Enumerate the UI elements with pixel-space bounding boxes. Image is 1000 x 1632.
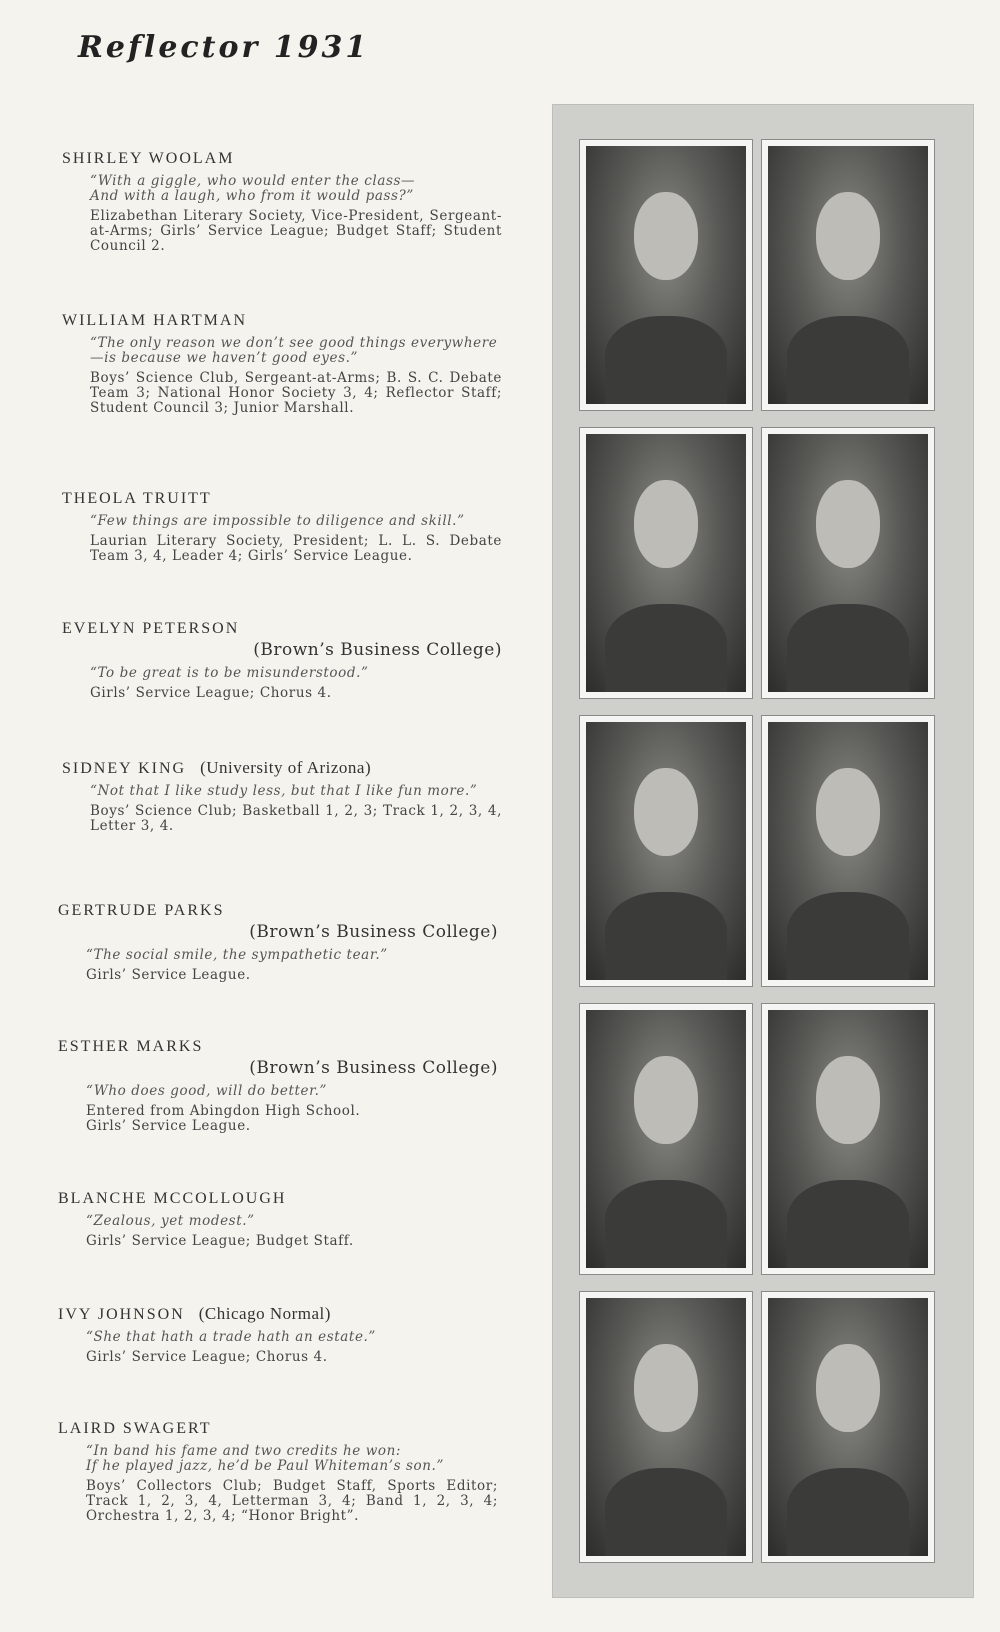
student-quote: “Few things are impossible to diligence and skill.” <box>90 513 465 529</box>
page-title: Reflector 1931 <box>78 30 370 65</box>
portrait-panel <box>552 104 974 1598</box>
portrait-image <box>586 1010 746 1268</box>
senior-entry <box>58 1304 498 1365</box>
student-college: (Brown’s Business College) <box>249 922 498 942</box>
senior-entry <box>58 1038 498 1134</box>
student-quote: “In band his fame and two credits he won: If he played jazz, he’d be Paul Whiteman’s son.” <box>86 1443 444 1474</box>
student-college: (University of Arizona) <box>200 758 372 777</box>
portrait-image <box>586 146 746 404</box>
portrait-photo <box>761 715 935 987</box>
portrait-photo <box>579 1291 753 1563</box>
student-name: IVY JOHNSON <box>58 1306 185 1323</box>
portrait-image <box>768 1298 928 1556</box>
student-college: (Brown’s Business College) <box>249 1058 498 1078</box>
student-quote: “To be great is to be misunderstood.” <box>90 665 369 681</box>
portrait-photo <box>579 715 753 987</box>
student-name-row <box>58 1304 498 1324</box>
portrait-photo <box>761 1003 935 1275</box>
student-activities: Girls’ Service League; Chorus 4. <box>90 685 332 701</box>
portrait-photo <box>579 139 753 411</box>
student-name: SIDNEY KING <box>62 760 187 777</box>
senior-entry <box>62 758 502 834</box>
portrait-image <box>586 434 746 692</box>
student-quote: “She that hath a trade hath an estate.” <box>86 1329 376 1345</box>
student-activities: Girls’ Service League; Budget Staff. <box>86 1233 354 1249</box>
student-name-row <box>62 758 502 778</box>
portrait-photo <box>761 427 935 699</box>
student-quote: “The only reason we don’t see good things everywhere—is because we haven’t good eyes.” <box>90 335 498 366</box>
portrait-photo <box>761 1291 935 1563</box>
student-quote: “Who does good, will do better.” <box>86 1083 328 1099</box>
portrait-photo <box>761 139 935 411</box>
student-quote: “The social smile, the sympathetic tear.” <box>86 947 388 963</box>
student-activities: Boys’ Science Club, Sergeant-at-Arms; B. S. C. Debate Team 3; National Honor Society 3, 4; Reflector Staff; Student Council 3; Junior Marshall. <box>90 370 502 416</box>
senior-entry <box>62 312 502 416</box>
student-name: THEOLA TRUITT <box>62 490 212 507</box>
student-activities: Elizabethan Literary Society, Vice-President, Sergeant-at-Arms; Girls’ Service League; Budget Staff; Student Council 2. <box>90 208 502 254</box>
student-name: EVELYN PETERSON <box>62 620 240 637</box>
portrait-image <box>768 146 928 404</box>
senior-entry <box>62 150 502 254</box>
portrait-image <box>768 1010 928 1268</box>
student-name: SHIRLEY WOOLAM <box>62 150 235 167</box>
student-name: LAIRD SWAGERT <box>58 1420 212 1437</box>
student-quote: “Zealous, yet modest.” <box>86 1213 255 1229</box>
senior-entry <box>58 1420 498 1524</box>
student-activities: Entered from Abingdon High School. Girls’ Service League. <box>86 1103 361 1134</box>
student-activities: Girls’ Service League; Chorus 4. <box>86 1349 328 1365</box>
student-name: GERTRUDE PARKS <box>58 902 225 919</box>
student-activities: Boys’ Collectors Club; Budget Staff, Sports Editor; Track 1, 2, 3, 4, Letterman 3, 4; Band 1, 2, 3, 4; Orchestra 1, 2, 3, 4; “Honor Bright”. <box>86 1478 498 1524</box>
senior-entry <box>58 902 498 983</box>
student-college: (Brown’s Business College) <box>253 640 502 660</box>
student-name: BLANCHE MCCOLLOUGH <box>58 1190 287 1207</box>
portrait-photo <box>579 1003 753 1275</box>
student-activities: Girls’ Service League. <box>86 967 251 983</box>
student-activities: Boys’ Science Club; Basketball 1, 2, 3; Track 1, 2, 3, 4, Letter 3, 4. <box>90 803 502 834</box>
student-name: WILLIAM HARTMAN <box>62 312 248 329</box>
senior-entry <box>62 620 502 701</box>
senior-entry <box>58 1190 498 1249</box>
student-quote: “Not that I like study less, but that I like fun more.” <box>90 783 478 799</box>
portrait-image <box>586 722 746 980</box>
portrait-image <box>768 434 928 692</box>
portrait-image <box>768 722 928 980</box>
student-activities: Laurian Literary Society, President; L. L. S. Debate Team 3, 4, Leader 4; Girls’ Service League. <box>90 533 502 564</box>
portrait-photo <box>579 427 753 699</box>
portrait-image <box>586 1298 746 1556</box>
student-name: ESTHER MARKS <box>58 1038 204 1055</box>
student-college: (Chicago Normal) <box>198 1304 331 1323</box>
student-quote: “With a giggle, who would enter the class— And with a laugh, who from it would pass?” <box>90 173 416 204</box>
senior-entry <box>62 490 502 564</box>
